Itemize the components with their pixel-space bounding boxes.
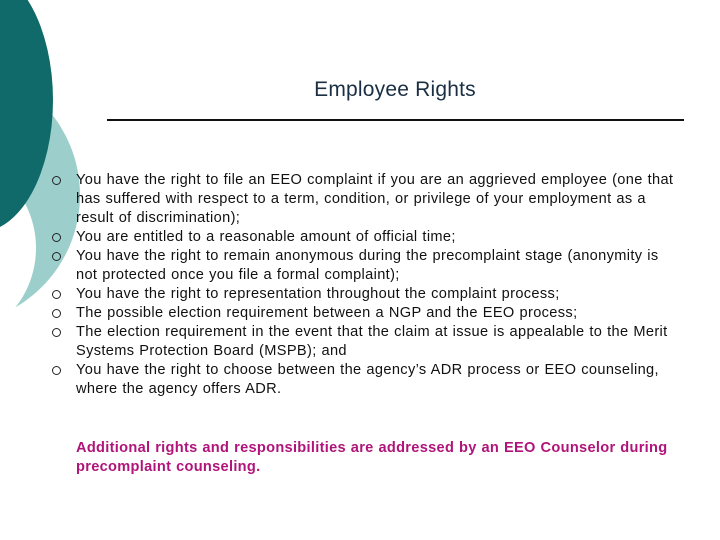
list-item — [52, 323, 682, 361]
title-underline — [107, 119, 684, 121]
hollow-circle-bullet-icon — [52, 176, 61, 185]
list-item-text: You have the right to file an EEO complaint if you are an aggrieved employee (one that has suffered with respect to a term, condition, or privilege of your employment as a result of discrimination); — [76, 172, 674, 226]
slide-title: Employee Rights — [314, 78, 476, 101]
rights-list — [52, 171, 682, 399]
hollow-circle-bullet-icon — [52, 328, 61, 337]
list-item — [52, 285, 682, 304]
hollow-circle-bullet-icon — [52, 290, 61, 299]
hollow-circle-bullet-icon — [52, 366, 61, 375]
list-item — [52, 304, 682, 323]
list-item — [52, 361, 682, 399]
hollow-circle-bullet-icon — [52, 233, 61, 242]
counselor-note: Additional rights and responsibilities are addressed by an EEO Counselor during precomplaint counseling. — [76, 440, 668, 475]
list-item — [52, 247, 682, 285]
list-item — [52, 171, 682, 228]
list-item-text: You have the right to representation throughout the complaint process; — [76, 286, 560, 302]
list-item-text: The possible election requirement between a NGP and the EEO process; — [76, 305, 578, 321]
hollow-circle-bullet-icon — [52, 252, 61, 261]
list-item-text: The election requirement in the event that the claim at issue is appealable to the Merit Systems Protection Board (MSPB); and — [76, 324, 668, 359]
list-item-text: You have the right to remain anonymous during the precomplaint stage (anonymity is not protected once you file a formal complaint); — [76, 248, 659, 283]
hollow-circle-bullet-icon — [52, 309, 61, 318]
list-item-text: You have the right to choose between the agency’s ADR process or EEO counseling, where the agency offers ADR. — [76, 362, 659, 397]
list-item — [52, 228, 682, 247]
list-item-text: You are entitled to a reasonable amount of official time; — [76, 229, 456, 245]
